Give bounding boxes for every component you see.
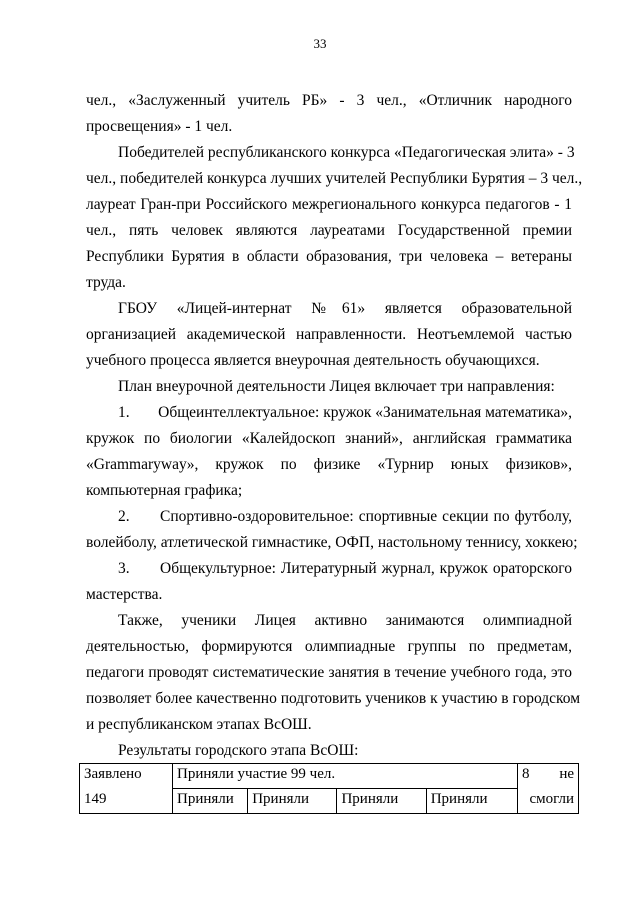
table-row — [80, 789, 579, 814]
text-line: лауреат Гран-при Российского межрегионального конкурса педагогов - 1 — [86, 196, 572, 213]
text-line: кружок по биологии «Калейдоскоп знаний», английская грамматика — [86, 430, 572, 447]
list-number: 2. — [118, 508, 130, 525]
text-line: Победителей республиканского конкурса «Педагогическая элита» - 3 — [118, 144, 575, 161]
table-cell-sub-header: Приняли — [173, 789, 248, 814]
text-line: Общеинтеллектуальное: кружок «Занимательная математика», — [158, 404, 572, 421]
text-line: чел., победителей конкурса лучших учителей Республики Бурятия – 3 чел., — [86, 170, 583, 187]
table-cell-sub-header: Приняли — [426, 789, 517, 814]
list-item-3 — [86, 558, 572, 580]
text-line: Также, ученики Лицея активно занимаются олимпиадной — [118, 612, 572, 629]
list-number: 3. — [118, 560, 130, 577]
text-line: ГБОУ «Лицей-интернат №61» является образовательной — [118, 300, 572, 317]
text-line: Общекультурное: Литературный журнал, кружок ораторского — [160, 560, 572, 577]
text-line: Результаты городского этапа ВсОШ: — [118, 742, 359, 759]
text-line: волейболу, атлетической гимнастике, ОФП, настольному теннису, хоккею; — [86, 534, 578, 551]
table-cell-sub-header: Приняли — [248, 789, 337, 814]
table-cell-sub-header: Приняли — [337, 789, 426, 814]
text-line: чел., «Заслуженный учитель РБ» - 3 чел., «Отличник народного — [86, 92, 572, 109]
list-number: 1. — [118, 404, 130, 421]
table-row — [80, 764, 579, 789]
table-cell-participated: Приняли участие 99 чел. — [173, 764, 518, 789]
text-line: организацией академической направленности. Неотъемлемой частью — [86, 326, 572, 343]
text-line: чел., пять человек являются лауреатами Государственной премии — [86, 222, 572, 239]
text-line: просвещения» - 1 чел. — [86, 118, 233, 135]
text-line: мастерства. — [86, 586, 163, 603]
text-line: Республики Бурятия в области образования, три человека – ветераны — [86, 248, 572, 265]
table-cell-declared-count: 149 — [80, 789, 173, 814]
list-item-2 — [86, 506, 572, 528]
results-table — [79, 763, 579, 814]
text-line: позволяет более качественно подготовить учеников к участию в городском — [86, 690, 581, 707]
table-cell-not-able: 8 не — [518, 764, 579, 789]
text-line: компьютерная графика; — [86, 482, 243, 499]
table-cell-declared: Заявлено — [80, 764, 173, 789]
list-item-1 — [86, 402, 572, 424]
text-line: План внеурочной деятельности Лицея включает три направления: — [118, 378, 555, 395]
text-line: педагоги проводят систематические занятия в течение учебного года, это — [86, 664, 572, 681]
text-line: труда. — [86, 274, 126, 291]
text-line: «Grammaryway», кружок по физике «Турнир юных физиков», — [86, 456, 572, 473]
text-line: деятельностью, формируются олимпиадные группы по предметам, — [86, 638, 572, 655]
text-line: Спортивно-оздоровительное: спортивные секции по футболу, — [160, 508, 572, 525]
text-line: и республиканском этапах ВсОШ. — [86, 716, 312, 733]
table-cell-not-able: смогли — [518, 789, 579, 814]
page-number: 33 — [313, 36, 327, 51]
text-line: учебного процесса является внеурочная деятельность обучающихся. — [86, 352, 540, 369]
